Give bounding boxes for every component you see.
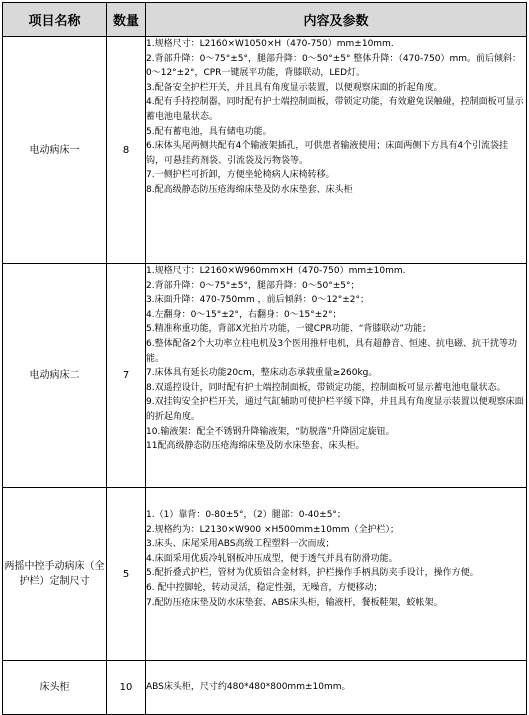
content-line: 11配高级静态防压疮海绵床垫及防水床垫套、床头柜。 xyxy=(146,441,365,452)
item-quantity: 8 xyxy=(107,37,146,264)
item-content xyxy=(146,264,527,488)
header-row xyxy=(3,3,527,37)
item-name: 床头柜 xyxy=(3,661,107,715)
content-line: ABS床头柜，尺寸约480*480*800mm±10mm。 xyxy=(146,682,351,693)
item-content xyxy=(146,661,527,715)
content-line: 2.规格约为：L2130×W900 ×H500mm±10mm（全护栏）； xyxy=(146,524,400,535)
content-line: 4.左翻身：0～15°±2°，右翻身：0～15°±2°； xyxy=(146,309,342,320)
content-line: 7.床体具有延长功能20cm，整床动态承载重量≥260kg。 xyxy=(146,368,378,379)
content-line: 1.（1）靠背：0-80±5°，（2）腿部：0-40±5°； xyxy=(146,510,346,520)
content-line: 6.整体配备2个大功率立柱电机及3个医用推杆电机，具有超静音、恒速、抗电磁、抗干扰等功能。 xyxy=(146,338,518,364)
content-line: 7.配防压疮床垫及防水床垫套、ABS床头柜，输液杆，餐板鞋架，蛟帐架。 xyxy=(146,597,443,608)
content-line: 3.床面升降：470-750mm ，前后倾斜：0～12°±2°； xyxy=(146,295,370,306)
content-line: 8.配高级静态防压疮海绵床垫及防水床垫套、床头柜 xyxy=(146,184,353,195)
content-line: 8.双遥控设计，同时配有护士端控制面板，带锁定功能，控制面板可显示蓄电池电量状态。 xyxy=(146,382,506,393)
content-line: 4.配有手持控制器，同时配有护士端控制面板，带锁定功能，有效避免误触碰，控制面板可显示蓄电池电量状态。 xyxy=(146,97,524,122)
content-line: 5.配折叠式护栏，管材为优质铝合金材料，护栏操作手柄具防夹手设计，操作方便。 xyxy=(146,568,479,579)
content-line: 5.配有蓄电池，具有储电功能。 xyxy=(146,126,272,137)
content-line: 6.床体头尾两侧共配有4个输液架插孔，可供患者输液使用；床面两侧下方具有4个引流袋挂钩，可悬挂药剂袋、引流袋及污物袋等。 xyxy=(146,141,509,166)
table-row xyxy=(3,488,527,661)
header-item-name: 项目名称 xyxy=(3,3,107,37)
item-quantity: 7 xyxy=(107,264,146,488)
table-row xyxy=(3,661,527,715)
item-name: 两摇中控手动病床（全护栏）定制尺寸 xyxy=(3,488,107,661)
content-line: 6. 配中控脚轮，转动灵活，稳定性强，无噪音，方便移动； xyxy=(146,582,383,593)
item-quantity: 10 xyxy=(107,661,146,715)
item-content xyxy=(146,488,527,661)
content-line: 9.双挂钩安全护栏开关，通过气缸辅助可使护栏平缓下降，并且具有角度显示装置以便观察床面的折起角度。 xyxy=(146,397,524,422)
content-line: 5.精准称重功能，背部X光拍片功能，一键CPR功能、“背膝联动”功能； xyxy=(146,324,432,335)
content-line: 1.规格尺寸：L2160×W1050×H（470-750）mm±10mm. xyxy=(146,39,394,49)
item-name: 电动病床一 xyxy=(3,37,107,264)
item-name: 电动病床二 xyxy=(3,264,107,488)
table-row xyxy=(3,264,527,488)
content-line: 3.配备安全护栏开关，并且具有角度显示装置，以便观察床面的折起角度。 xyxy=(146,82,443,93)
content-line: 4.床面采用优质冷轧钢板冲压成型，便于透气并具有防滑功能。 xyxy=(146,553,398,564)
header-quantity: 数量 xyxy=(107,3,146,37)
item-quantity: 5 xyxy=(107,488,146,661)
content-line: 3.床头、床尾采用ABS高级工程塑料一次而成； xyxy=(146,539,335,550)
content-line: 2.背部升降：0～75°±5°，腿部升降：0～50°±5°； xyxy=(146,280,360,291)
content-line: 10.输液架：配全不锈钢升降输液架，“防脱落”升降固定旋钮。 xyxy=(146,426,395,437)
header-content: 内容及参数 xyxy=(146,3,527,37)
spec-table xyxy=(2,2,527,715)
content-line: 7.一侧护栏可折卸，方便坐轮椅病人床椅转移。 xyxy=(146,170,335,181)
table-row xyxy=(3,37,527,264)
item-content xyxy=(146,37,527,264)
content-line: 1.规格尺寸：L2160×W960mm×H（470-750）mm±10mm. xyxy=(146,266,406,276)
content-line: 2.背部升降：0～75°±5°，腿部升降：0～50°±5° 整体升降：（470-750）mm。前后倾斜：0～12°±2°，CPR一键展平功能，背膝联动，LED灯。 xyxy=(146,53,521,79)
